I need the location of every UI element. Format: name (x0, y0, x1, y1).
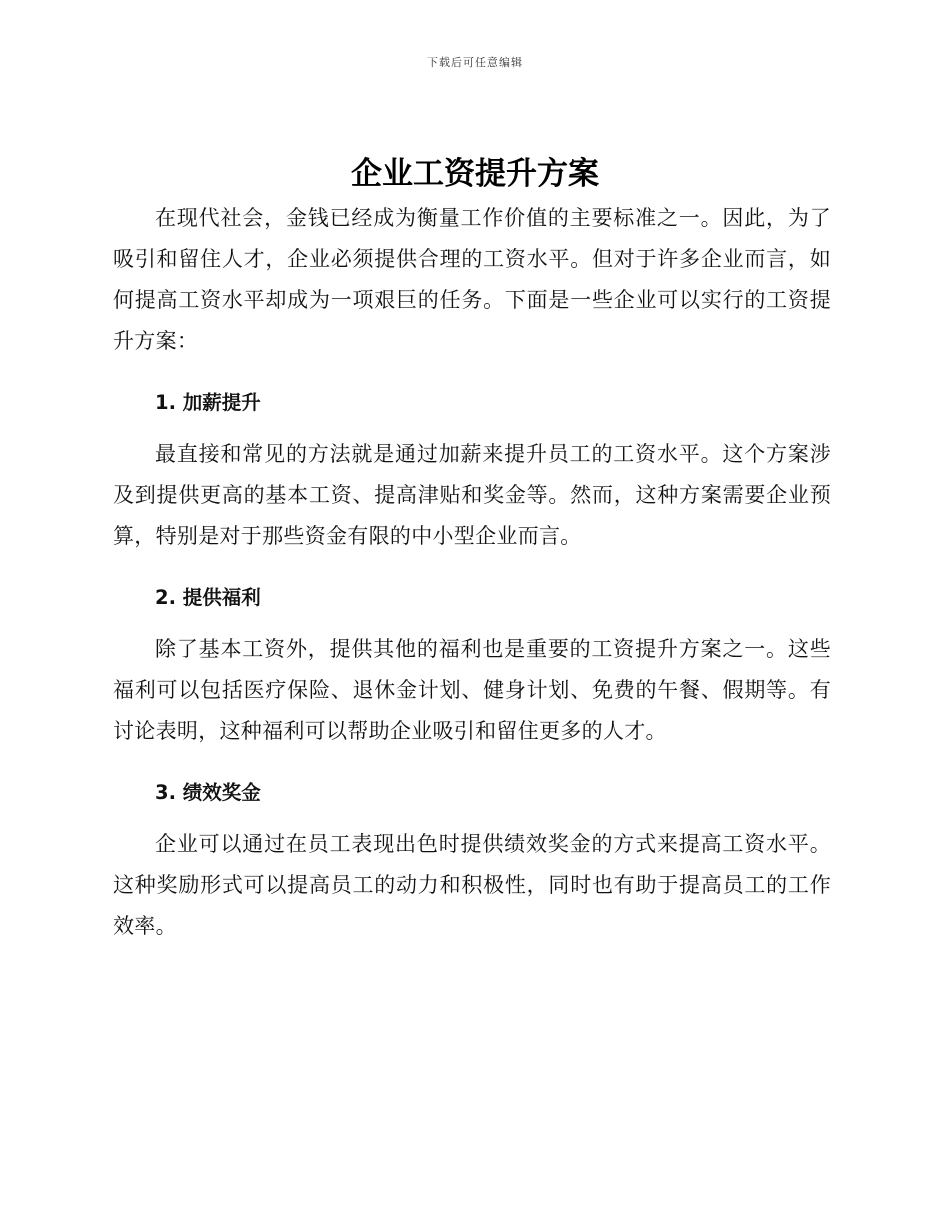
spacer (113, 618, 831, 629)
intro-paragraph: 在现代社会，金钱已经成为衡量工作价值的主要标准之一。因此，为了吸引和留住人才，企业必须提供合理的工资水平。但对于许多企业而言，如何提高工资水平却成为一项艰巨的任务。下面是一些企业可以实行的工资提升方案： (113, 206, 831, 353)
document-title: 企业工资提升方案 (351, 156, 599, 192)
section-heading-raise: 1. 加薪提升 (155, 391, 261, 414)
section-body-bonus: 企业可以通过在员工表现出色时提供绩效奖金的方式来提高工资水平。这种奖励形式可以提高员工的动力和积极性，同时也有助于提高员工的工作效率。 (113, 832, 831, 938)
spacer (113, 752, 831, 772)
section-heading-bonus: 3. 绩效奖金 (155, 781, 261, 804)
section-body-raise: 最直接和常见的方法就是通过加薪来提升员工的工资水平。这个方案涉及到提供更高的基本工资、提高津贴和奖金等。然而，这种方案需要企业预算，特别是对于那些资金有限的中小型企业而言。 (113, 442, 831, 548)
spacer (113, 362, 831, 382)
header-note: 下载后可任意编辑 (427, 56, 523, 69)
document-body (113, 198, 831, 947)
section-body-benefits: 除了基本工资外，提供其他的福利也是重要的工资提升方案之一。这些福利可以包括医疗保险、退休金计划、健身计划、免费的午餐、假期等。有讨论表明，这种福利可以帮助企业吸引和留住更多的人才。 (113, 637, 831, 743)
spacer (113, 423, 831, 434)
section-heading-benefits: 2. 提供福利 (155, 586, 261, 609)
spacer (113, 557, 831, 577)
spacer (113, 813, 831, 824)
